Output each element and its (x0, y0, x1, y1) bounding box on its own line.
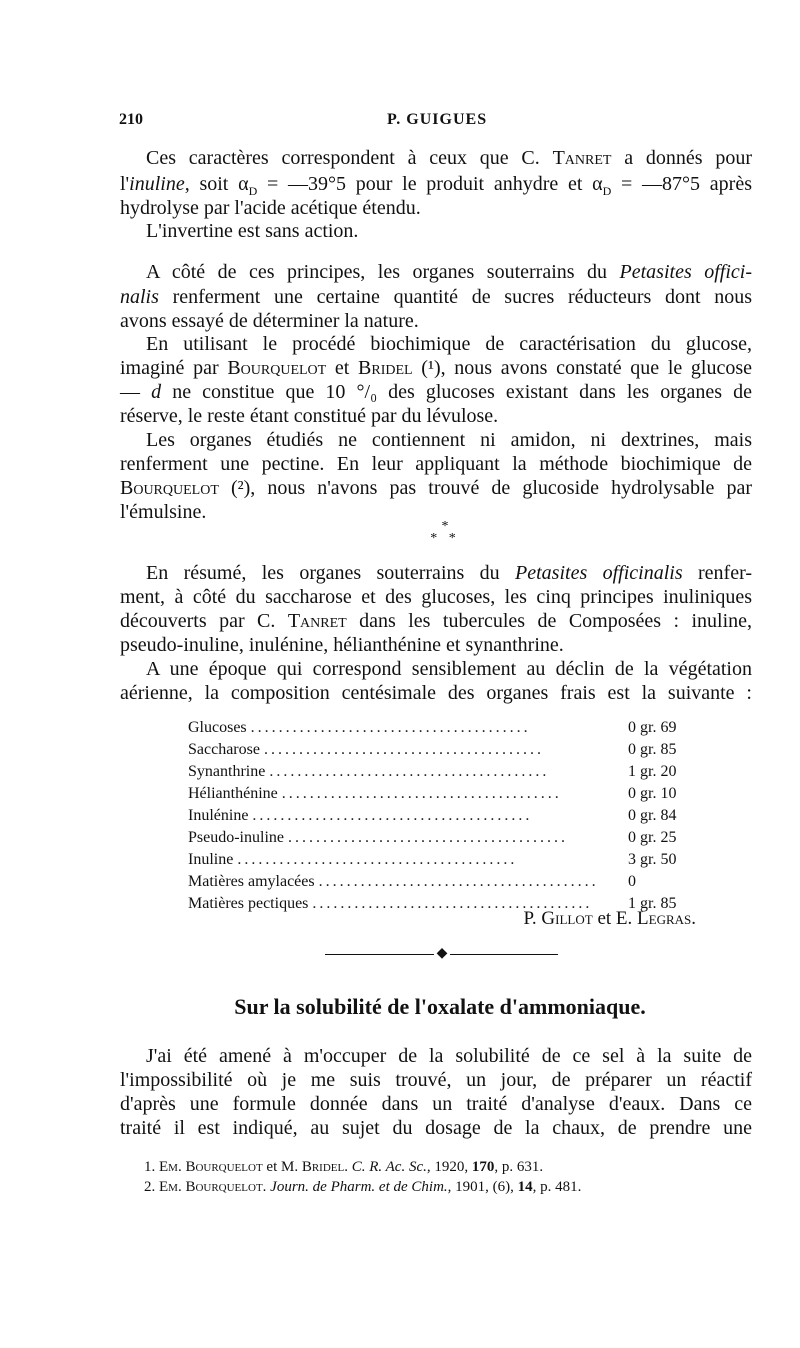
separator-diamond-icon: ◆ (436, 946, 448, 961)
para3-line4: réserve, le reste étant constitué par du lévulose. (120, 405, 499, 427)
para3-line3: — d ne constitue que 10 °/₀ des glucoses existant dans les organes de (120, 381, 753, 403)
running-title: P. GUIGUES (387, 111, 488, 128)
table-row: Inulénine ........................................ 0 gr. 84 (188, 807, 677, 824)
signature: P. Gillot et E. Legras. (523, 908, 696, 929)
table-row: Glucoses ........................................ 0 gr. 69 (188, 719, 677, 736)
body2-line3: d'après une formule donnée dans un traité d'analyse d'eaux. Dans ce (120, 1093, 752, 1115)
footnote-1: 1. Em. Bourquelot et M. Bridel. C. R. Ac. Sc., 1920, 170, p. 631. (144, 1159, 544, 1175)
para1-line1: Ces caractères correspondent à ceux que C. Tanret a donnés pour (146, 147, 753, 169)
table-row: Hélianthénine ........................................ 0 gr. 10 (188, 785, 677, 802)
para1-line3: hydrolyse par l'acide acétique étendu. (120, 197, 421, 219)
table-row: Synanthrine ........................................ 1 gr. 20 (188, 763, 677, 780)
body2-line1: J'ai été amené à m'occuper de la solubilité de ce sel à la suite de (146, 1045, 752, 1067)
para4-line4: l'émulsine. (120, 501, 207, 523)
para3-line1: En utilisant le procédé biochimique de caractérisation du glucose, (146, 333, 752, 355)
para5-line1: En résumé, les organes souterrains du Petasites officinalis renfer- (146, 562, 752, 584)
footnote-2: 2. Em. Bourquelot. Journ. de Pharm. et de Chim., 1901, (6), 14, p. 481. (144, 1179, 582, 1195)
separator-rule-right (450, 954, 558, 955)
para4-line1: Les organes étudiés ne contiennent ni amidon, ni dextrines, mais (146, 429, 752, 451)
para3-line2: imaginé par Bourquelot et Bridel (¹), nous avons constaté que le glucose (120, 357, 753, 379)
asterism-bottom: * * (430, 531, 460, 546)
para1-line2: l'inuline, soit $\alpha_D$ = —39°5 pour le produit anhydre et $\alpha_D$ = —87°5 après (120, 173, 752, 198)
body2-line4: traité il est indiqué, au sujet du dosage de la chaux, de prendre une (120, 1117, 752, 1139)
para6-line2: aérienne, la composition centésimale des organes frais est la suivante : (120, 682, 752, 704)
article-title: Sur la solubilité de l'oxalate d'ammoniaque. (234, 994, 646, 1019)
table-row: Matières amylacées ........................................ 0 (188, 873, 636, 890)
asterism-top: * (441, 519, 449, 534)
table-row: Pseudo-inuline ........................................ 0 gr. 25 (188, 829, 677, 846)
para4-line3: Bourquelot (²), nous n'avons pas trouvé de glucoside hydrolysable par (120, 477, 753, 499)
para4-line2: renferment une pectine. En leur appliquant la méthode biochimique de (120, 453, 752, 475)
para2-line1: A côté de ces principes, les organes souterrains du Petasites offici- (146, 261, 752, 283)
para2-line3: avons essayé de déterminer la nature. (120, 310, 419, 332)
para5-line2: ment, à côté du saccharose et des glucoses, les cinq principes inuliniques (120, 586, 752, 608)
page-number: 210 (119, 111, 143, 128)
para2-line2: nalis renferment une certaine quantité de sucres réducteurs dont nous (120, 286, 753, 308)
para1-line4: L'invertine est sans action. (146, 220, 359, 242)
table-row: Inuline ........................................ 3 gr. 50 (188, 851, 677, 868)
para6-line1: A une époque qui correspond sensiblement au déclin de la végétation (146, 658, 752, 680)
para5-line4: pseudo-inuline, inulénine, hélianthénine et synanthrine. (120, 634, 564, 656)
table-row: Saccharose ........................................ 0 gr. 85 (188, 741, 677, 758)
para5-line3: découverts par C. Tanret dans les tubercules de Composées : inuline, (120, 610, 752, 632)
table-row: Matières pectiques ........................................ 1 gr. 85 (188, 895, 677, 912)
body2-line2: l'impossibilité où je me suis trouvé, un jour, de préparer un réactif (120, 1069, 752, 1091)
separator-rule-left (325, 954, 434, 955)
